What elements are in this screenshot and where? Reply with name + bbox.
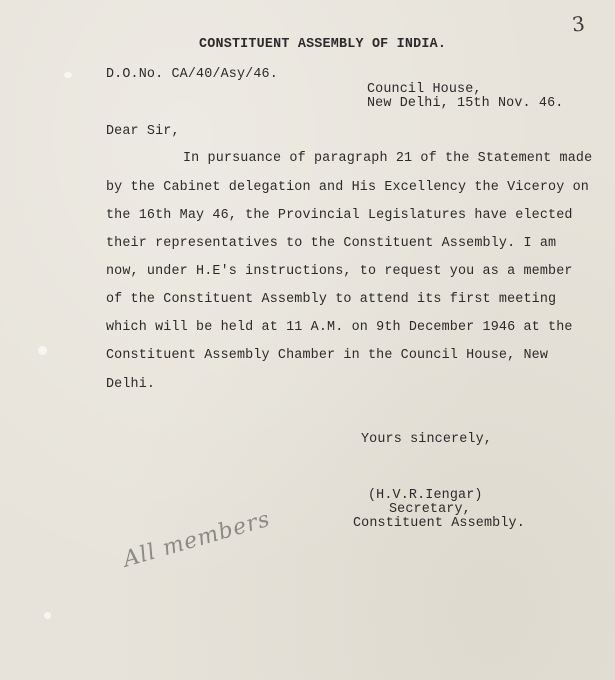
paper-blemish bbox=[38, 346, 47, 355]
body-line: which will be held at 11 A.M. on 9th December 1946 at the bbox=[106, 320, 573, 335]
body-line: now, under H.E's instructions, to request you as a member bbox=[106, 264, 573, 279]
letterhead-title: CONSTITUENT ASSEMBLY OF INDIA. bbox=[199, 37, 447, 52]
reference-number: D.O.No. CA/40/Asy/46. bbox=[106, 67, 278, 82]
signatory-organization: Constituent Assembly. bbox=[353, 516, 525, 531]
body-line: their representatives to the Constituent Assembly. I am bbox=[106, 236, 557, 251]
body-line: by the Cabinet delegation and His Excellency the Viceroy on bbox=[106, 180, 589, 195]
body-line: Delhi. bbox=[106, 377, 156, 392]
paper-blemish bbox=[64, 72, 72, 78]
sender-address-line-1: Council House, bbox=[367, 82, 482, 97]
handwritten-annotation: All members bbox=[120, 506, 274, 573]
body-line: In pursuance of paragraph 21 of the Statement made bbox=[183, 151, 593, 166]
body-line: Constituent Assembly Chamber in the Council House, New bbox=[106, 348, 549, 363]
closing: Yours sincerely, bbox=[361, 432, 492, 447]
body-line: of the Constituent Assembly to attend its first meeting bbox=[106, 292, 557, 307]
page-number: 3 bbox=[570, 11, 587, 37]
paper-blemish bbox=[44, 612, 51, 619]
sender-address-line-2: New Delhi, 15th Nov. 46. bbox=[367, 96, 564, 111]
body-line: the 16th May 46, the Provincial Legislatures have elected bbox=[106, 208, 573, 223]
salutation: Dear Sir, bbox=[106, 124, 180, 139]
signatory-title: Secretary, bbox=[389, 502, 471, 517]
signatory-name: (H.V.R.Iengar) bbox=[368, 488, 483, 503]
